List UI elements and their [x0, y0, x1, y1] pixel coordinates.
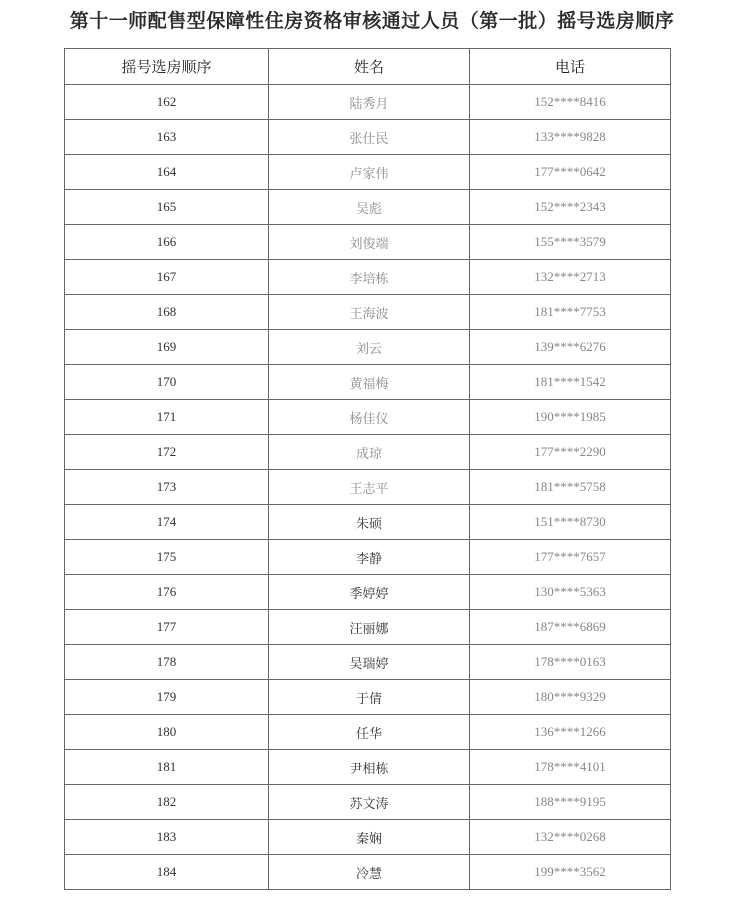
- phone-cell: 152****8416: [470, 85, 671, 120]
- table-row: [65, 85, 671, 120]
- table-header-row: [65, 49, 671, 85]
- column-header-name: 姓名: [269, 49, 470, 85]
- table-row: [65, 855, 671, 890]
- phone-cell: 177****2290: [470, 435, 671, 470]
- name-cell: 王志平: [269, 470, 470, 505]
- table-row: [65, 155, 671, 190]
- name-cell: 汪丽娜: [269, 610, 470, 645]
- lottery-order-table: [64, 48, 671, 890]
- sequence-cell: 167: [65, 260, 269, 295]
- table-row: [65, 575, 671, 610]
- table-row: [65, 435, 671, 470]
- phone-cell: 181****5758: [470, 470, 671, 505]
- sequence-cell: 184: [65, 855, 269, 890]
- sequence-cell: 170: [65, 365, 269, 400]
- phone-cell: 190****1985: [470, 400, 671, 435]
- name-cell: 李静: [269, 540, 470, 575]
- table-row: [65, 190, 671, 225]
- name-cell: 王海波: [269, 295, 470, 330]
- name-cell: 尹相栋: [269, 750, 470, 785]
- table-row: [65, 295, 671, 330]
- table-row: [65, 330, 671, 365]
- name-cell: 张仕民: [269, 120, 470, 155]
- phone-cell: 130****5363: [470, 575, 671, 610]
- table-row: [65, 120, 671, 155]
- table-row: [65, 400, 671, 435]
- phone-cell: 136****1266: [470, 715, 671, 750]
- name-cell: 吴彪: [269, 190, 470, 225]
- table-row: [65, 820, 671, 855]
- sequence-cell: 171: [65, 400, 269, 435]
- sequence-cell: 165: [65, 190, 269, 225]
- phone-cell: 178****0163: [470, 645, 671, 680]
- phone-cell: 180****9329: [470, 680, 671, 715]
- name-cell: 任华: [269, 715, 470, 750]
- document-title: 第十一师配售型保障性住房资格审核通过人员（第一批）摇号选房顺序: [69, 10, 675, 32]
- name-cell: 朱硕: [269, 505, 470, 540]
- sequence-cell: 173: [65, 470, 269, 505]
- table-row: [65, 365, 671, 400]
- phone-cell: 132****2713: [470, 260, 671, 295]
- name-cell: 苏文涛: [269, 785, 470, 820]
- phone-cell: 151****8730: [470, 505, 671, 540]
- name-cell: 季婷婷: [269, 575, 470, 610]
- sequence-cell: 176: [65, 575, 269, 610]
- phone-cell: 181****1542: [470, 365, 671, 400]
- sequence-cell: 169: [65, 330, 269, 365]
- sequence-cell: 166: [65, 225, 269, 260]
- phone-cell: 181****7753: [470, 295, 671, 330]
- phone-cell: 152****2343: [470, 190, 671, 225]
- name-cell: 杨佳仪: [269, 400, 470, 435]
- sequence-cell: 179: [65, 680, 269, 715]
- name-cell: 刘俊端: [269, 225, 470, 260]
- column-header-sequence: 摇号选房顺序: [65, 49, 269, 85]
- sequence-cell: 162: [65, 85, 269, 120]
- name-cell: 冷慧: [269, 855, 470, 890]
- sequence-cell: 178: [65, 645, 269, 680]
- name-cell: 陆秀月: [269, 85, 470, 120]
- sequence-cell: 174: [65, 505, 269, 540]
- name-cell: 吴瑞婷: [269, 645, 470, 680]
- name-cell: 卢家伟: [269, 155, 470, 190]
- sequence-cell: 175: [65, 540, 269, 575]
- table-row: [65, 260, 671, 295]
- sequence-cell: 182: [65, 785, 269, 820]
- name-cell: 刘云: [269, 330, 470, 365]
- phone-cell: 177****7657: [470, 540, 671, 575]
- sequence-cell: 164: [65, 155, 269, 190]
- sequence-cell: 172: [65, 435, 269, 470]
- sequence-cell: 177: [65, 610, 269, 645]
- table-row: [65, 225, 671, 260]
- name-cell: 成琼: [269, 435, 470, 470]
- sequence-cell: 168: [65, 295, 269, 330]
- name-cell: 黄福梅: [269, 365, 470, 400]
- table-row: [65, 750, 671, 785]
- phone-cell: 187****6869: [470, 610, 671, 645]
- name-cell: 于倩: [269, 680, 470, 715]
- table-row: [65, 785, 671, 820]
- table-row: [65, 540, 671, 575]
- table-row: [65, 715, 671, 750]
- phone-cell: 133****9828: [470, 120, 671, 155]
- sequence-cell: 163: [65, 120, 269, 155]
- phone-cell: 132****0268: [470, 820, 671, 855]
- table-row: [65, 645, 671, 680]
- phone-cell: 188****9195: [470, 785, 671, 820]
- phone-cell: 199****3562: [470, 855, 671, 890]
- phone-cell: 139****6276: [470, 330, 671, 365]
- table-row: [65, 680, 671, 715]
- sequence-cell: 183: [65, 820, 269, 855]
- phone-cell: 178****4101: [470, 750, 671, 785]
- name-cell: 李培栋: [269, 260, 470, 295]
- table-row: [65, 505, 671, 540]
- phone-cell: 155****3579: [470, 225, 671, 260]
- sequence-cell: 180: [65, 715, 269, 750]
- sequence-cell: 181: [65, 750, 269, 785]
- table-row: [65, 470, 671, 505]
- table-row: [65, 610, 671, 645]
- phone-cell: 177****0642: [470, 155, 671, 190]
- name-cell: 秦娴: [269, 820, 470, 855]
- column-header-phone: 电话: [470, 49, 671, 85]
